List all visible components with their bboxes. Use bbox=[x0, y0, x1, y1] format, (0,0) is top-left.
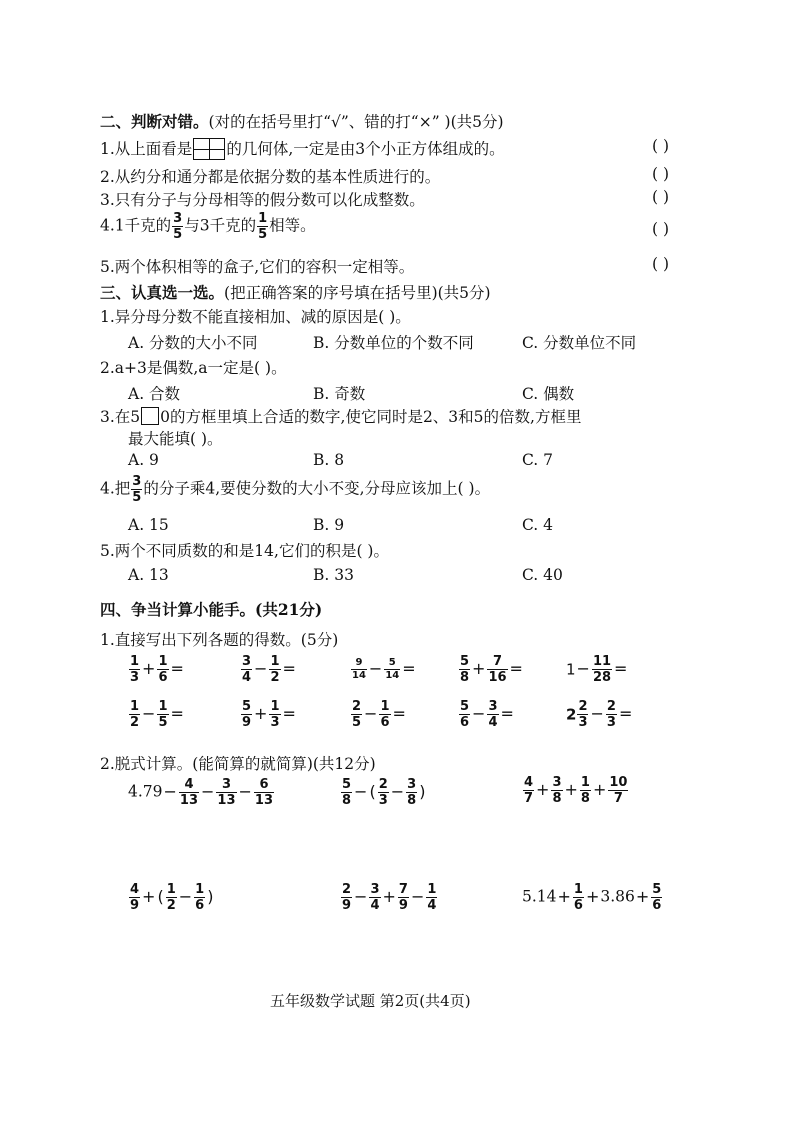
step-calc-item: 5.14+ $\frac{1}{6}$ +3.86+ $\frac{5}{6}$ bbox=[522, 882, 662, 913]
fraction: $\frac{1}{8}$ bbox=[580, 775, 590, 806]
fraction: $\frac{11}{28}$ bbox=[592, 654, 612, 685]
option-b[interactable]: B. 33 bbox=[313, 566, 354, 584]
fraction: $\frac{1}{6}$ bbox=[158, 654, 168, 685]
fraction: $\frac{4}{13}$ bbox=[179, 777, 199, 808]
fraction: $\frac{1}{3}$ bbox=[270, 699, 280, 730]
fraction: $\frac{1}{6}$ bbox=[195, 882, 205, 913]
fraction: $\frac{4}{9}$ bbox=[130, 882, 140, 913]
fraction: $\frac{5}{8}$ bbox=[342, 777, 352, 808]
fraction: $\frac{1}{3}$ bbox=[130, 654, 140, 685]
option-b[interactable]: B. 分数单位的个数不同 bbox=[313, 334, 474, 352]
option-a[interactable]: A. 13 bbox=[128, 566, 169, 584]
fraction: $\frac{1}{6}$ bbox=[380, 699, 390, 730]
fraction: $\frac{6}{13}$ bbox=[254, 777, 274, 808]
calc-item: $\frac{5}{8}$ + $\frac{7}{16}$ = bbox=[460, 654, 523, 685]
fraction: $\frac{1}{5}$ bbox=[158, 699, 168, 730]
judge-q4: 4.1千克的 $\frac{3}{5}$ 与3千克的 $\frac{1}{5}$ 相等。 bbox=[100, 211, 316, 242]
calc-item: 2 $\frac{2}{3}$ − $\frac{2}{3}$ = bbox=[566, 699, 633, 730]
step-calc-item: $\frac{5}{8}$ − ( $\frac{2}{3}$ − $\frac{3}{8}$ ) bbox=[342, 777, 426, 808]
fraction: $\frac{3}{4}$ bbox=[242, 654, 252, 685]
calc-item: $\frac{3}{4}$ − $\frac{1}{2}$ = bbox=[242, 654, 296, 685]
fraction: $\frac{3}{5}$ bbox=[132, 474, 142, 505]
fraction: $\frac{1}{5}$ bbox=[258, 211, 268, 242]
option-a[interactable]: A. 分数的大小不同 bbox=[128, 334, 258, 352]
option-c[interactable]: C. 7 bbox=[522, 451, 554, 469]
section-3-heading: 三、认真选一选。(把正确答案的序号填在括号里)(共5分) bbox=[100, 283, 491, 302]
fraction: $\frac{2}{9}$ bbox=[342, 882, 352, 913]
fraction: $\frac{3}{13}$ bbox=[217, 777, 236, 808]
fraction: $\frac{1}{2}$ bbox=[166, 882, 176, 913]
fraction: $\frac{3}{8}$ bbox=[552, 775, 562, 806]
fraction: $\frac{3}{8}$ bbox=[407, 777, 417, 808]
answer-paren[interactable]: ( ) bbox=[652, 220, 670, 238]
option-c[interactable]: C. 分数单位不同 bbox=[522, 334, 637, 352]
fraction: $\frac{5}{8}$ bbox=[460, 654, 470, 685]
fraction: $\frac{2}{3}$ bbox=[578, 699, 588, 730]
fraction: $\frac{5}{9}$ bbox=[242, 699, 252, 730]
fraction: $\frac{9}{14}$ bbox=[352, 657, 366, 681]
answer-paren[interactable]: ( ) bbox=[652, 137, 670, 155]
fraction: $\frac{5}{14}$ bbox=[385, 657, 400, 681]
choice-q3-line2: 最大能填( )。 bbox=[128, 430, 223, 448]
answer-paren[interactable]: ( ) bbox=[652, 188, 670, 206]
choice-q3: 3.在5 0的方框里填上合适的数字,使它同时是2、3和5的倍数,方框里 bbox=[100, 408, 582, 426]
calc-item: $\frac{1}{2}$ − $\frac{1}{5}$ = bbox=[130, 699, 184, 730]
calc-item: $\frac{5}{6}$ − $\frac{3}{4}$ = bbox=[460, 699, 514, 730]
option-c[interactable]: C. 4 bbox=[522, 516, 554, 534]
judge-q1: 1.从上面看是 的几何体,一定是由3个小正方体组成的。 bbox=[100, 140, 505, 158]
step-calc-item: $\frac{4}{7}$ + $\frac{3}{8}$ + $\frac{1}{8}$ + $\frac{10}{7}$ bbox=[524, 775, 628, 806]
choice-q4: 4.把 $\frac{3}{5}$ 的分子乘4,要使分数的大小不变,分母应该加上( )。 bbox=[100, 474, 491, 505]
fraction: $\frac{1}{2}$ bbox=[270, 654, 280, 685]
fraction: $\frac{1}{4}$ bbox=[427, 882, 437, 913]
fraction: $\frac{1}{2}$ bbox=[130, 699, 140, 730]
calc-item: $\frac{2}{5}$ − $\frac{1}{6}$ = bbox=[352, 699, 406, 730]
answer-paren[interactable]: ( ) bbox=[652, 255, 670, 273]
answer-paren[interactable]: ( ) bbox=[652, 165, 670, 183]
judge-q3: 3.只有分子与分母相等的假分数可以化成整数。 bbox=[100, 191, 425, 209]
step-calc-item: 4.79− $\frac{4}{13}$ − $\frac{3}{13}$ − $\frac{6}{13}$ bbox=[128, 777, 274, 808]
fraction: $\frac{2}{3}$ bbox=[378, 777, 388, 808]
judge-q5: 5.两个体积相等的盒子,它们的容积一定相等。 bbox=[100, 258, 415, 276]
choice-q5: 5.两个不同质数的和是14,它们的积是( )。 bbox=[100, 542, 389, 560]
fraction: $\frac{3}{4}$ bbox=[370, 882, 380, 913]
section-2-heading: 二、判断对错。(对的在括号里打“√”、错的打“×” )(共5分) bbox=[100, 112, 504, 131]
oral-calc-heading: 1.直接写出下列各题的得数。(5分) bbox=[100, 631, 339, 649]
calc-item: 1− $\frac{11}{28}$ = bbox=[566, 654, 628, 685]
fraction: $\frac{5}{6}$ bbox=[460, 699, 470, 730]
option-b[interactable]: B. 8 bbox=[313, 451, 345, 469]
option-b[interactable]: B. 奇数 bbox=[313, 385, 366, 403]
calc-item: $\frac{1}{3}$ + $\frac{1}{6}$ = bbox=[130, 654, 184, 685]
option-a[interactable]: A. 合数 bbox=[128, 385, 181, 403]
fraction: $\frac{7}{16}$ bbox=[488, 654, 507, 685]
fraction: $\frac{2}{3}$ bbox=[606, 699, 616, 730]
step-calc-item: $\frac{2}{9}$ − $\frac{3}{4}$ + $\frac{7}{9}$ − $\frac{1}{4}$ bbox=[342, 882, 437, 913]
fraction: $\frac{2}{5}$ bbox=[352, 699, 362, 730]
fraction: $\frac{3}{4}$ bbox=[488, 699, 498, 730]
calc-item: $\frac{9}{14}$ − $\frac{5}{14}$ = bbox=[352, 657, 416, 681]
step-calc-item: $\frac{4}{9}$ + ( $\frac{1}{2}$ − $\frac{1}{6}$ ) bbox=[130, 882, 214, 913]
page-footer: 五年级数学试题 第2页(共4页) bbox=[270, 992, 471, 1010]
step-calc-heading: 2.脱式计算。(能简算的就简算)(共12分) bbox=[100, 755, 376, 773]
section-4-heading: 四、争当计算小能手。(共21分) bbox=[100, 600, 323, 619]
fraction: $\frac{4}{7}$ bbox=[524, 775, 534, 806]
option-a[interactable]: A. 15 bbox=[128, 516, 169, 534]
option-c[interactable]: C. 40 bbox=[522, 566, 563, 584]
fraction: $\frac{1}{6}$ bbox=[573, 882, 583, 913]
judge-q2: 2.从约分和通分都是依据分数的基本性质进行的。 bbox=[100, 168, 441, 186]
fraction: $\frac{7}{9}$ bbox=[398, 882, 408, 913]
option-c[interactable]: C. 偶数 bbox=[522, 385, 575, 403]
calc-item: $\frac{5}{9}$ + $\frac{1}{3}$ = bbox=[242, 699, 296, 730]
fraction: $\frac{3}{5}$ bbox=[173, 211, 183, 242]
fraction: $\frac{10}{7}$ bbox=[609, 775, 628, 806]
choice-q2: 2.a+3是偶数,a一定是( )。 bbox=[100, 359, 287, 377]
option-a[interactable]: A. 9 bbox=[128, 451, 159, 469]
choice-q1: 1.异分母分数不能直接相加、减的原因是( )。 bbox=[100, 308, 411, 326]
top-view-grid-icon bbox=[193, 138, 225, 160]
option-b[interactable]: B. 9 bbox=[313, 516, 345, 534]
fraction: $\frac{5}{6}$ bbox=[652, 882, 662, 913]
blank-box bbox=[141, 407, 159, 425]
